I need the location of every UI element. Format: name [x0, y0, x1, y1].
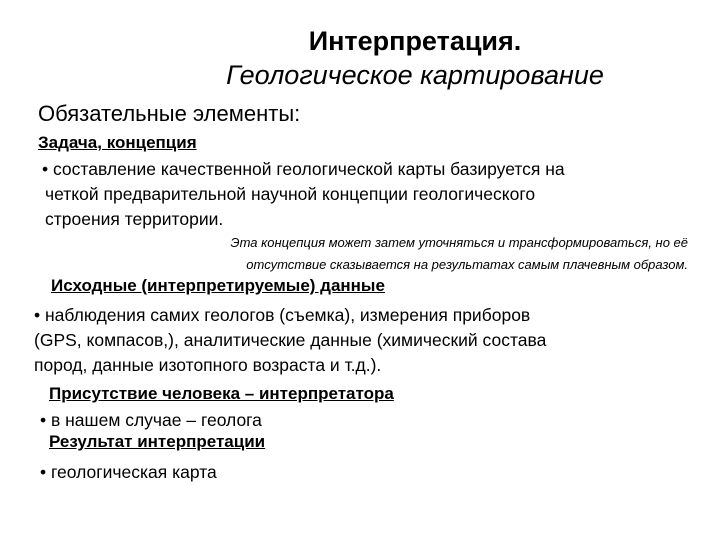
intro-heading: Обязательные элементы: [38, 101, 301, 126]
task-text [42, 157, 565, 232]
text-line: четкой предварительной научной концепции геологического [45, 184, 536, 204]
section-heading-task: Задача, концепция [38, 133, 197, 152]
interpreter-text [40, 408, 262, 433]
concept-note [100, 232, 688, 276]
text-line: (GPS, компасов,), аналитические данные (химический состава [34, 330, 547, 350]
note-line: отсутствие сказывается на результатах самым плачевным образом. [246, 257, 688, 272]
text-line: строения территории. [45, 209, 224, 229]
result-text [40, 460, 217, 485]
section-heading-interpreter: Присутствие человека – интерпретатора [49, 384, 394, 403]
section-heading-result: Результат интерпретации [49, 432, 266, 451]
text-line: пород, данные изотопного возраста и т.д.). [34, 355, 382, 375]
text-line: • составление качественной геологической карты базируется на [42, 159, 565, 179]
data-text [34, 303, 546, 378]
slide-subtitle: Геологическое картирование [226, 60, 604, 90]
section-heading-data: Исходные (интерпретируемые) данные [51, 276, 385, 295]
note-line: Эта концепция может затем уточняться и трансформироваться, но её [230, 235, 688, 250]
text-line: • наблюдения самих геологов (съемка), измерения приборов [34, 305, 531, 325]
text-line: • в нашем случае – геолога [40, 410, 262, 430]
text-line: • геологическая карта [40, 462, 217, 482]
slide-title: Интерпретация. [308, 26, 522, 56]
